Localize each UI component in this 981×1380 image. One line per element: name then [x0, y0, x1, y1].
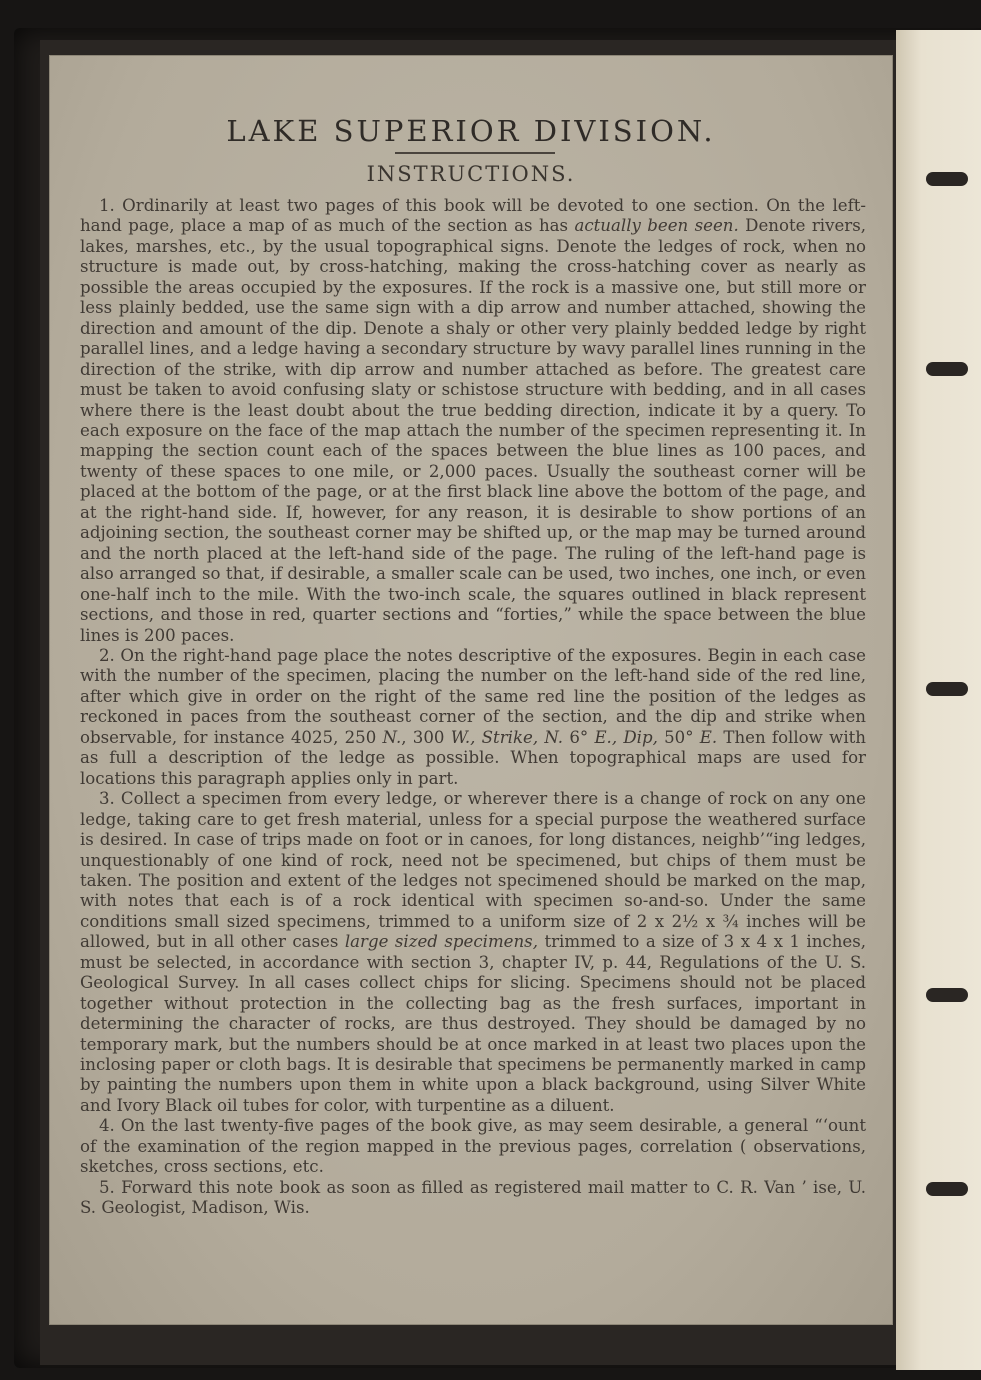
facing-page-edge — [896, 30, 981, 1370]
text-run: 3. Collect a specimen from every ledge, or wherever there is a change of rock on any one ledge, taking care to get fresh material, unless for a special purpose the weathered surface is desired. In case of trips made on foot or in canoes, for long distances, neighb’“ing ledges, unquestionably of one kind of rock, need not be specimened, but chips of them must be taken. The position and extent of the ledges not specimened should be marked on the map, with notes that each is of a rock identical with specimen so-and-so. Under the same conditions small sized specimens, trimmed to a uniform size of 2 x 2½ x ¾ inches will be allowed, but in all other cases — [80, 789, 866, 952]
binding-ring — [926, 682, 968, 696]
text-run: Then follow with as full a description of the ledge as possible. When topographical maps are used for locations this paragraph applies only in part. — [80, 727, 866, 788]
emphasis: E., Dip, — [594, 727, 658, 747]
emphasis: E. — [699, 727, 718, 747]
paragraph-3 — [80, 789, 866, 1116]
title-divider — [395, 152, 555, 154]
page-title: LAKE SUPERIOR DIVISION. — [226, 114, 716, 148]
emphasis: actually been seen. — [574, 216, 739, 236]
text-run: trimmed to a size of 3 x 4 x 1 inches, must be selected, in accordance with section 3, chapter IV, p. 44, Regulations of the U. S. Geological Survey. In all cases collect chips for slicing. Specimens should not be placed together without protection in the collecting bag as the fresh surfaces, important in determining the character of rocks, are thus destroyed. They should be damaged by no temporary mark, but the numbers should be at once marked in at least two places upon the inclosing paper or cloth bags. It is desirable that specimens be permanently marked in camp by painting the numbers upon them in white upon a black background, using Silver White and Ivory Black oil tubes for color, with turpentine as a diluent. — [80, 932, 867, 1115]
emphasis: large sized specimens, — [344, 932, 538, 952]
instruction-sheet — [50, 56, 892, 1324]
binding-ring — [926, 1182, 968, 1196]
instructions-body — [80, 196, 866, 1219]
text-run: 6° — [563, 727, 595, 747]
binding-ring — [926, 988, 968, 1002]
paragraph-4: 4. On the last twenty-five pages of the book give, as may seem desirable, a general “‘ount of the examination of the region mapped in the previous pages, correlation ( observations, sketches, cross sections, etc. — [80, 1116, 866, 1177]
paragraph-2 — [80, 646, 866, 789]
text-run: 50° — [657, 727, 700, 747]
paragraph-1 — [80, 196, 866, 646]
binding-ring — [926, 362, 968, 376]
section-heading: INSTRUCTIONS. — [366, 162, 576, 186]
binding-ring — [926, 172, 968, 186]
emphasis: N. — [382, 727, 402, 747]
paragraph-5: 5. Forward this note book as soon as filled as registered mail matter to C. R. Van ’ ise, U. S. Geologist, Madison, Wis. — [80, 1177, 866, 1218]
emphasis: W., Strike, N. — [450, 727, 564, 747]
text-run: 1. Ordinarily at least two pages of this book will be devoted to one section. On the left-hand page, place a map of as much of the section as has — [80, 196, 866, 236]
text-run: 2. On the right-hand page place the notes descriptive of the exposures. Begin in each case with the number of the specimen, placing the number on the left-hand side of the red line, after which give in order on the right of the same red line the position of the ledges as reckoned in paces from the southeast corner of the section, and the dip and strike when observable, for instance 4025, 250 — [80, 645, 866, 747]
text-run: , 300 — [401, 727, 451, 747]
text-run: Denote rivers, lakes, marshes, etc., by the usual topographical signs. Denote the ledges of rock, when no structure is made out, by cross-hatching, making the cross-hatching cover as nearly as possible the areas occupied by the exposures. If the rock is a massive one, but still more or less plainly bedded, use the same sign with a dip arrow and number attached, showing the direction and amount of the dip. Denote a shaly or other very plainly bedded ledge by right parallel lines, and a ledge having a secondary structure by wavy parallel lines running in the direction of the strike, with dip arrow and number attached as before. The greatest care must be taken to avoid confusing slaty or schistose structure with bedding, and in all cases where there is the least doubt about the true bedding direction, indicate it by a query. To each exposure on the face of the map attach the number of the specimen representing it. In mapping the section count each of the spaces between the blue lines as 100 paces, and twenty of these spaces to one mile, or 2,000 paces. Usually the southeast corner will be placed at the bottom of the page, or at the first black line above the bottom of the page, and at the right-hand side. If, however, for any reason, it is desirable to show portions of an adjoining section, the southeast corner may be shifted up, or the map may be turned around and the north placed at the left-hand side of the page. The ruling of the left-hand page is also arranged so that, if desirable, a smaller scale can be used, two inches, one inch, or even one-half inch to the mile. With the two-inch scale, the squares outlined in black represent sections, and those in red, quarter sections and “forties,” while the space between the blue lines is 200 paces. — [80, 216, 866, 645]
